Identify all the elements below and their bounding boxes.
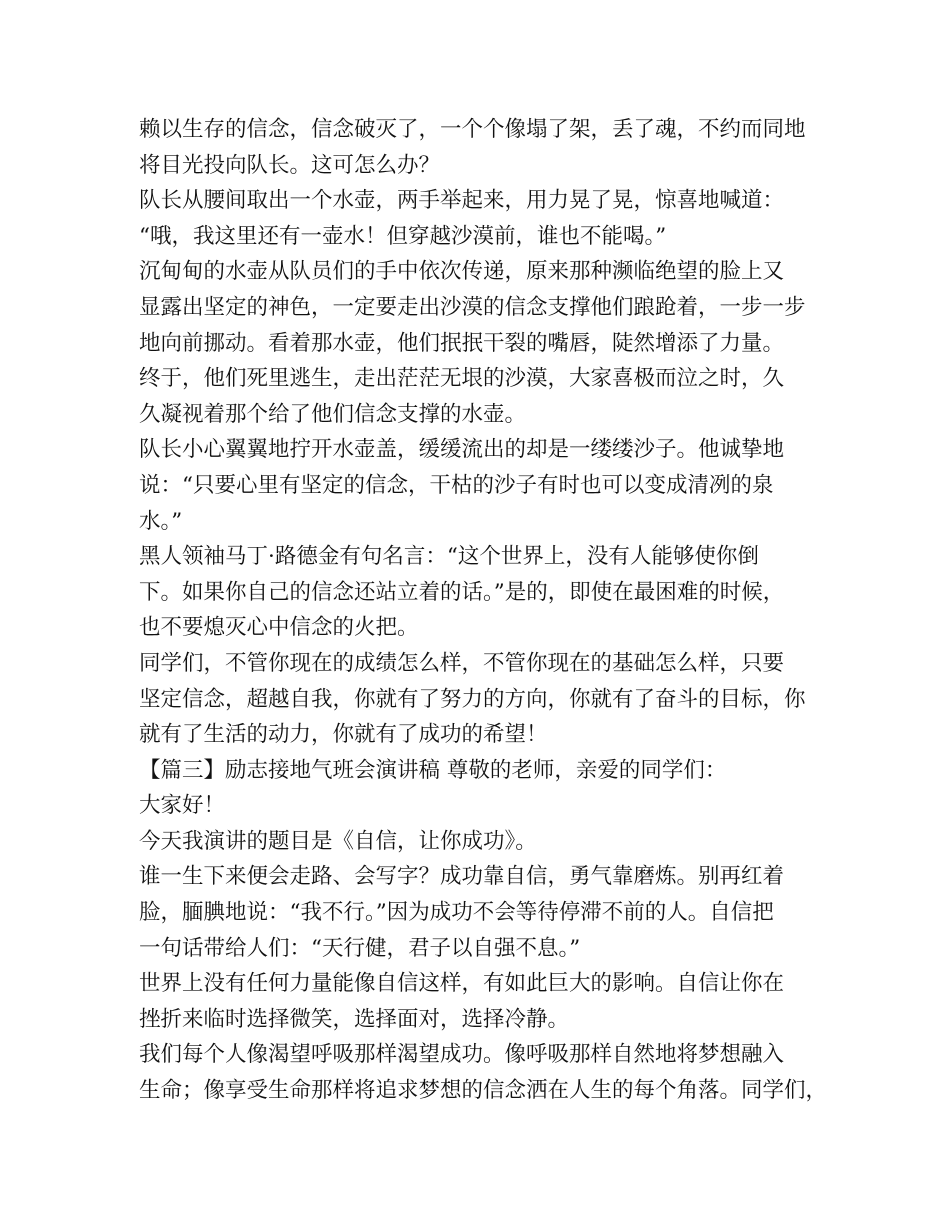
- text-line: 赖以生存的信念，信念破灭了，一个个像塌了架，丢了魂，不约而同地: [139, 117, 806, 142]
- text-line: 下。如果你自己的信念还站立着的话。”是的，即使在最困难的时候，: [139, 579, 785, 605]
- text-line: 也不要熄灭心中信念的火把。: [139, 615, 419, 641]
- text-line: 说：“只要心里有坚定的信念，干枯的沙子有时也可以变成清冽的泉: [139, 472, 774, 498]
- text-line: 坚定信念，超越自我，你就有了努力的方向，你就有了奋斗的目标，你: [139, 686, 806, 712]
- text-line: 久凝视着那个给了他们信念支撑的水壶。: [139, 401, 527, 427]
- section-heading-line: 【篇三】励志接地气班会演讲稿 尊敬的老师，亲爱的同学们：: [139, 757, 727, 783]
- text-line: 显露出坚定的神色，一定要走出沙漠的信念支撑他们踉跄着，一步一步: [139, 294, 806, 320]
- text-line: 将目光投向队长。这可怎么办？: [139, 152, 441, 178]
- text-line: 我们每个人像渴望呼吸那样渴望成功。像呼吸那样自然地将梦想融入: [139, 1042, 785, 1068]
- text-line: 挫折来临时选择微笑，选择面对，选择冷静。: [139, 1006, 570, 1032]
- document-body: [139, 112, 829, 1109]
- text-line: 今天我演讲的题目是《自信，让你成功》。: [139, 828, 537, 854]
- text-line: 地向前挪动。看着那水壶，他们抿抿干裂的嘴唇，陡然增添了力量。: [139, 330, 785, 356]
- text-line: 同学们，不管你现在的成绩怎么样，不管你现在的基础怎么样，只要: [139, 650, 785, 676]
- text-line: 终于，他们死里逃生，走出茫茫无垠的沙漠，大家喜极而泣之时，久: [139, 366, 785, 392]
- text-line: 就有了生活的动力，你就有了成功的希望！: [139, 722, 548, 748]
- text-line: 队长从腰间取出一个水壶，两手举起来，用力晃了晃，惊喜地喊道：: [139, 188, 785, 214]
- text-line: “哦，我这里还有一壶水！但穿越沙漠前，谁也不能喝。”: [139, 223, 667, 249]
- text-line: 大家好！: [139, 793, 226, 819]
- text-line: 世界上没有任何力量能像自信这样，有如此巨大的影响。自信让你在: [139, 971, 785, 997]
- text-line: 一句话带给人们：“天行健，君子以自强不息。”: [139, 935, 581, 961]
- text-line: 水。”: [139, 508, 183, 534]
- text-line: 沉甸甸的水壶从队员们的手中依次传递，原来那种濒临绝望的脸上又: [139, 259, 785, 285]
- text-line: 队长小心翼翼地拧开水壶盖，缓缓流出的却是一缕缕沙子。他诚挚地: [139, 437, 785, 463]
- text-line: 脸，腼腆地说：“我不行。”因为成功不会等待停滞不前的人。自信把: [139, 900, 774, 926]
- text-line: 生命；像享受生命那样将追求梦想的信念洒在人生的每个角落。同学们，: [139, 1078, 828, 1104]
- text-line: 谁一生下来便会走路、会写字？成功靠自信，勇气靠磨炼。别再红着: [139, 864, 785, 890]
- text-line: 黑人领袖马丁·路德金有句名言：“这个世界上，没有人能够使你倒: [139, 544, 759, 570]
